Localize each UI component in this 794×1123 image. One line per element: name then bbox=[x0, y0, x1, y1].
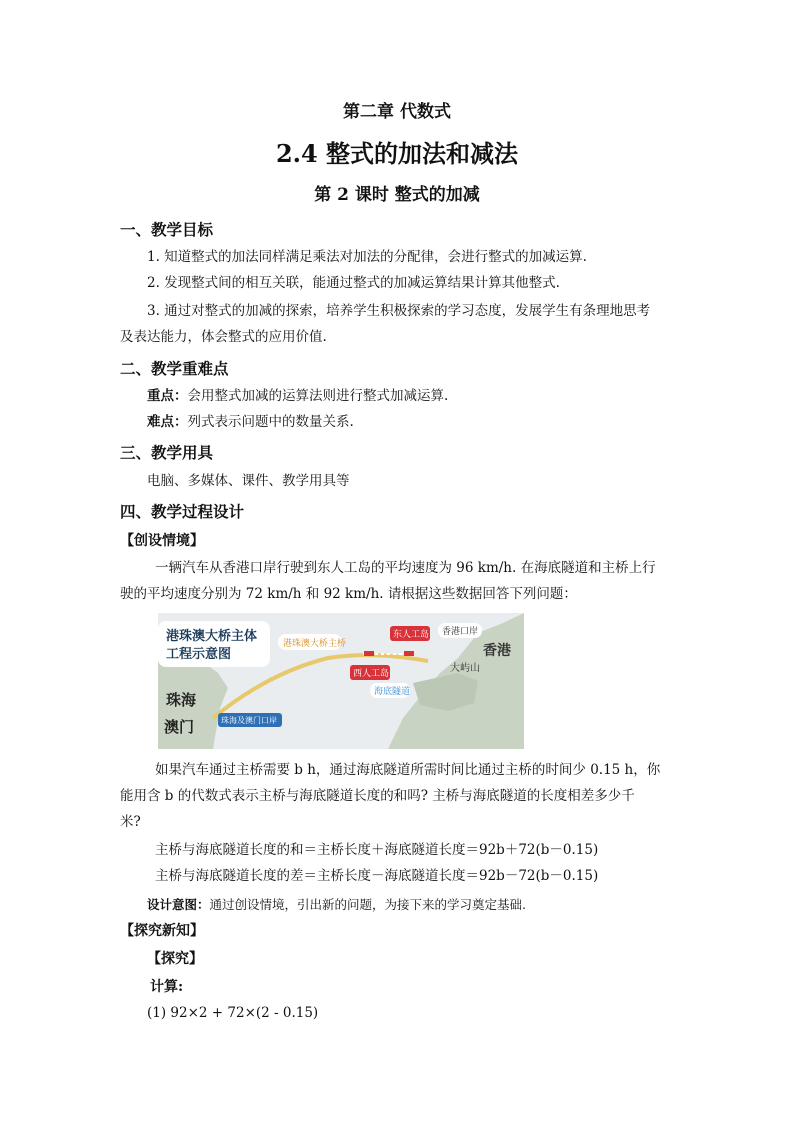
tag-explore: 【探究】 bbox=[147, 951, 203, 967]
question-line3: 米? bbox=[120, 814, 141, 830]
difficulty-point bbox=[147, 409, 672, 435]
heading-tools: 三、教学用具 bbox=[120, 443, 214, 462]
heading-process: 四、教学过程设计 bbox=[120, 502, 245, 521]
sum-equation: 主桥与海底隧道长度的和＝主桥长度＋海底隧道长度＝92b＋72(b－0.15) bbox=[155, 842, 599, 858]
calc-label: 计算: bbox=[150, 979, 184, 995]
map-title-line2: 工程示意图 bbox=[166, 647, 232, 662]
design-intent-text: 通过创设情境，引出新的问题，为接下来的学习奠定基础. bbox=[209, 897, 526, 912]
key-text: 会用整式加减的运算法则进行整式加减运算. bbox=[187, 388, 449, 404]
question-line2: 能用含 b 的代数式表示主桥与海底隧道长度的和吗? 主桥与海底隧道的长度相差多少千 bbox=[120, 788, 635, 804]
objective-2: 2. 发现整式间的相互关联，能通过整式的加减运算结果计算其他整式. bbox=[147, 275, 560, 291]
objective-3: 3. 通过对整式的加减的探索，培养学生积极探索的学习态度，发展学生有条理地思考 bbox=[147, 303, 651, 319]
map-hongkong-label: 香港 bbox=[483, 643, 511, 659]
map-east-island-label: 东人工岛 bbox=[393, 630, 430, 640]
difficulty-text: 列式表示问题中的数量关系. bbox=[187, 414, 354, 430]
key-label: 重点： bbox=[147, 388, 188, 404]
map-hk-port-label: 香港口岸 bbox=[442, 627, 479, 637]
design-intent-label: 设计意图： bbox=[147, 897, 210, 912]
objective-3-cont: 及表达能力，体会整式的应用价值. bbox=[120, 329, 327, 345]
tools-text: 电脑、多媒体、课件、教学用具等 bbox=[147, 473, 350, 489]
objective-1: 1. 知道整式的加法同样满足乘法对加法的分配律，会进行整式的加减运算. bbox=[147, 249, 587, 265]
map-main-bridge-label: 港珠澳大桥主桥 bbox=[283, 639, 347, 649]
map-dayushan-label: 大屿山 bbox=[450, 663, 480, 674]
map-west-island-label: 西人工岛 bbox=[353, 669, 390, 679]
tag-explore-new: 【探究新知】 bbox=[120, 923, 204, 939]
question-line1: 如果汽车通过主桥需要 b h，通过海底隧道所需时间比通过主桥的时间少 0.15 h，你 bbox=[155, 762, 661, 778]
map-tunnel-label: 海底隧道 bbox=[374, 687, 411, 697]
key-point bbox=[147, 383, 672, 409]
lesson-title: 第 2 课时 整式的加减 bbox=[314, 185, 480, 205]
map-zhuhai-label: 珠海 bbox=[166, 691, 197, 709]
heading-key-points: 二、教学重难点 bbox=[120, 359, 229, 378]
section-title: 2.4 整式的加法和减法 bbox=[275, 139, 519, 168]
map-title-line1: 港珠澳大桥主体 bbox=[166, 629, 258, 644]
chapter-title: 第二章 代数式 bbox=[343, 102, 451, 122]
situation-para-line2: 驶的平均速度分别为 72 km/h 和 92 km/h. 请根据这些数据回答下列问题： bbox=[120, 586, 577, 602]
difference-equation: 主桥与海底隧道长度的差＝主桥长度－海底隧道长度＝92b－72(b－0.15) bbox=[155, 868, 599, 884]
situation-para-line1: 一辆汽车从香港口岸行驶到东人工岛的平均速度为 96 km/h. 在海底隧道和主桥上行 bbox=[155, 560, 656, 576]
map-zm-port-label: 珠海及澳门口岸 bbox=[221, 716, 277, 725]
heading-objectives: 一、教学目标 bbox=[120, 220, 214, 239]
design-intent bbox=[147, 895, 526, 913]
bridge-map-figure bbox=[158, 613, 524, 749]
difficulty-label: 难点： bbox=[147, 414, 188, 430]
bridge-map-svg bbox=[158, 613, 524, 749]
tag-situation: 【创设情境】 bbox=[120, 533, 204, 549]
map-macau-label: 澳门 bbox=[164, 718, 195, 736]
calc-expression-1: (1) 92×2 + 72×(2 - 0.15) bbox=[147, 1005, 319, 1021]
